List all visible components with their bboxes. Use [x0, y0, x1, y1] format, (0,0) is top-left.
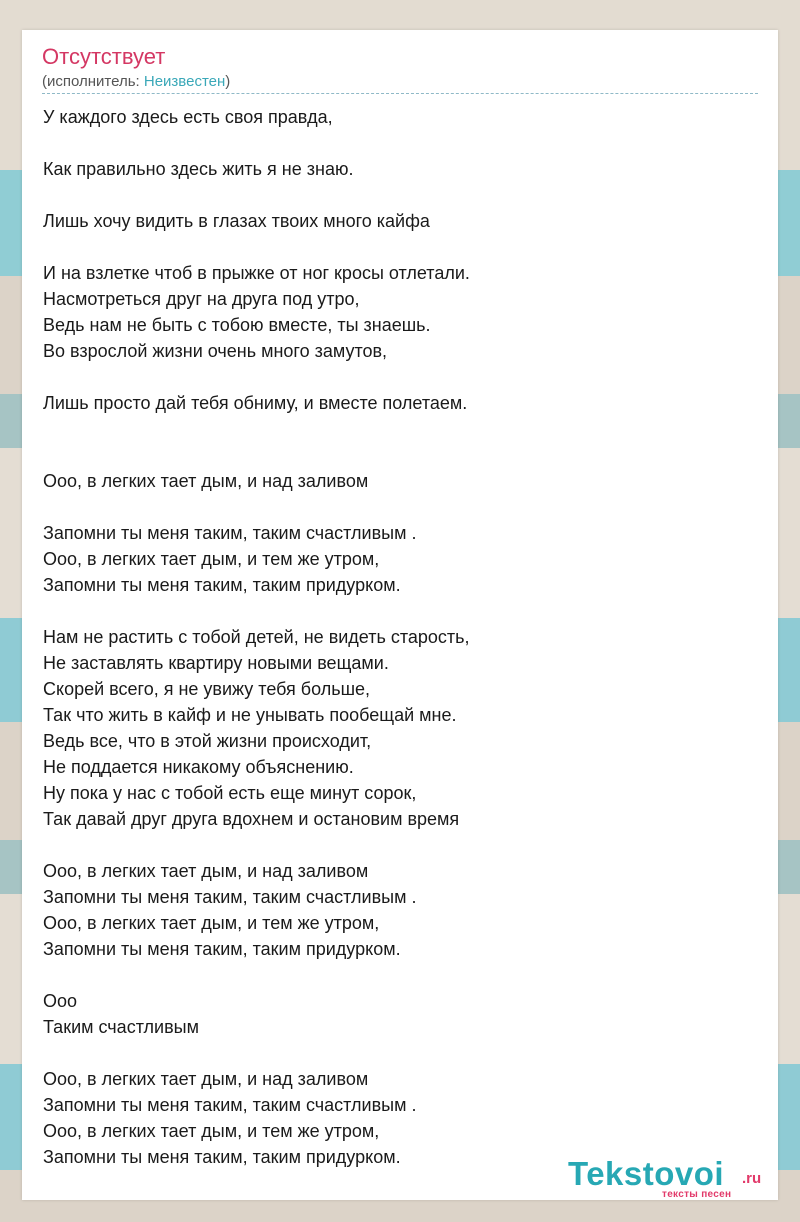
lyric-line: Ооо, в легких тает дым, и над заливом	[43, 861, 369, 881]
lyric-line	[43, 416, 755, 442]
lyric-line: Нам не растить с тобой детей, не видеть старость,	[43, 627, 470, 647]
lyric-line	[43, 598, 755, 624]
lyric-line	[43, 182, 755, 208]
lyric-line: Запомни ты меня таким, таким счастливым .	[43, 1095, 417, 1115]
lyric-line	[43, 364, 755, 390]
lyrics-text	[43, 104, 755, 1170]
lyric-line: Насмотреться друг на друга под утро,	[43, 289, 360, 309]
lyric-line: Ооо, в легких тает дым, и тем же утром,	[43, 1121, 380, 1141]
lyric-line: Ооо, в легких тает дым, и тем же утром,	[43, 913, 380, 933]
lyric-line: Лишь хочу видить в глазах твоих много кайфа	[43, 211, 430, 231]
lyric-line: Запомни ты меня таким, таким придурком.	[43, 939, 401, 959]
lyric-line: Ведь все, что в этой жизни происходит,	[43, 731, 372, 751]
lyric-line: Таким счастливым	[43, 1017, 199, 1037]
lyric-line: Ведь нам не быть с тобою вместе, ты знаешь.	[43, 315, 431, 335]
lyric-line: Так давай друг друга вдохнем и остановим время	[43, 809, 460, 829]
lyric-line: Во взрослой жизни очень много замутов,	[43, 341, 388, 361]
lyric-line	[43, 494, 755, 520]
site-logo[interactable]	[568, 1156, 778, 1202]
lyric-line: Не поддается никакому объяснению.	[43, 757, 354, 777]
performer-suffix: )	[225, 73, 231, 90]
lyric-line: Запомни ты меня таким, таким счастливым .	[43, 887, 417, 907]
lyric-line: Запомни ты меня таким, таким придурком.	[43, 1147, 401, 1167]
performer-prefix: (исполнитель:	[42, 73, 144, 90]
lyric-line	[43, 1040, 755, 1066]
lyric-line: Не заставлять квартиру новыми вещами.	[43, 653, 389, 673]
logo-domain: .ru	[742, 1170, 762, 1187]
performer-line	[42, 73, 230, 91]
performer-link[interactable]: Неизвестен	[143, 73, 226, 90]
lyric-line	[43, 962, 755, 988]
lyric-line: Лишь просто дай тебя обниму, и вместе полетаем.	[43, 393, 468, 413]
lyric-line: Запомни ты меня таким, таким счастливым .	[43, 523, 417, 543]
logo-tagline: тексты песен	[662, 1189, 732, 1200]
header-divider	[42, 93, 758, 94]
lyric-line: Так что жить в кайф и не унывать пообещай мне.	[43, 705, 457, 725]
lyric-line: Скорей всего, я не увижу тебя больше,	[43, 679, 371, 699]
lyric-line: Запомни ты меня таким, таким придурком.	[43, 575, 401, 595]
lyric-line: И на взлетке чтоб в прыжке от ног кросы отлетали.	[43, 263, 470, 283]
lyric-line: Ооо, в легких тает дым, и тем же утром,	[43, 549, 380, 569]
lyric-line	[43, 442, 755, 468]
lyric-line: Как правильно здесь жить я не знаю.	[43, 159, 354, 179]
lyric-line: Ооо	[43, 991, 78, 1011]
lyric-line: Ооо, в легких тает дым, и над заливом	[43, 1069, 369, 1089]
lyric-line	[43, 832, 755, 858]
lyric-line	[43, 130, 755, 156]
logo-wordmark: Tekstovoi	[568, 1155, 725, 1192]
lyric-line: Ооо, в легких тает дым, и над заливом	[43, 471, 369, 491]
lyric-line	[43, 234, 755, 260]
lyric-line: Ну пока у нас с тобой есть еще минут сорок,	[43, 783, 417, 803]
song-title: Отсутствует	[42, 44, 166, 69]
lyric-line: У каждого здесь есть своя правда,	[43, 107, 333, 127]
